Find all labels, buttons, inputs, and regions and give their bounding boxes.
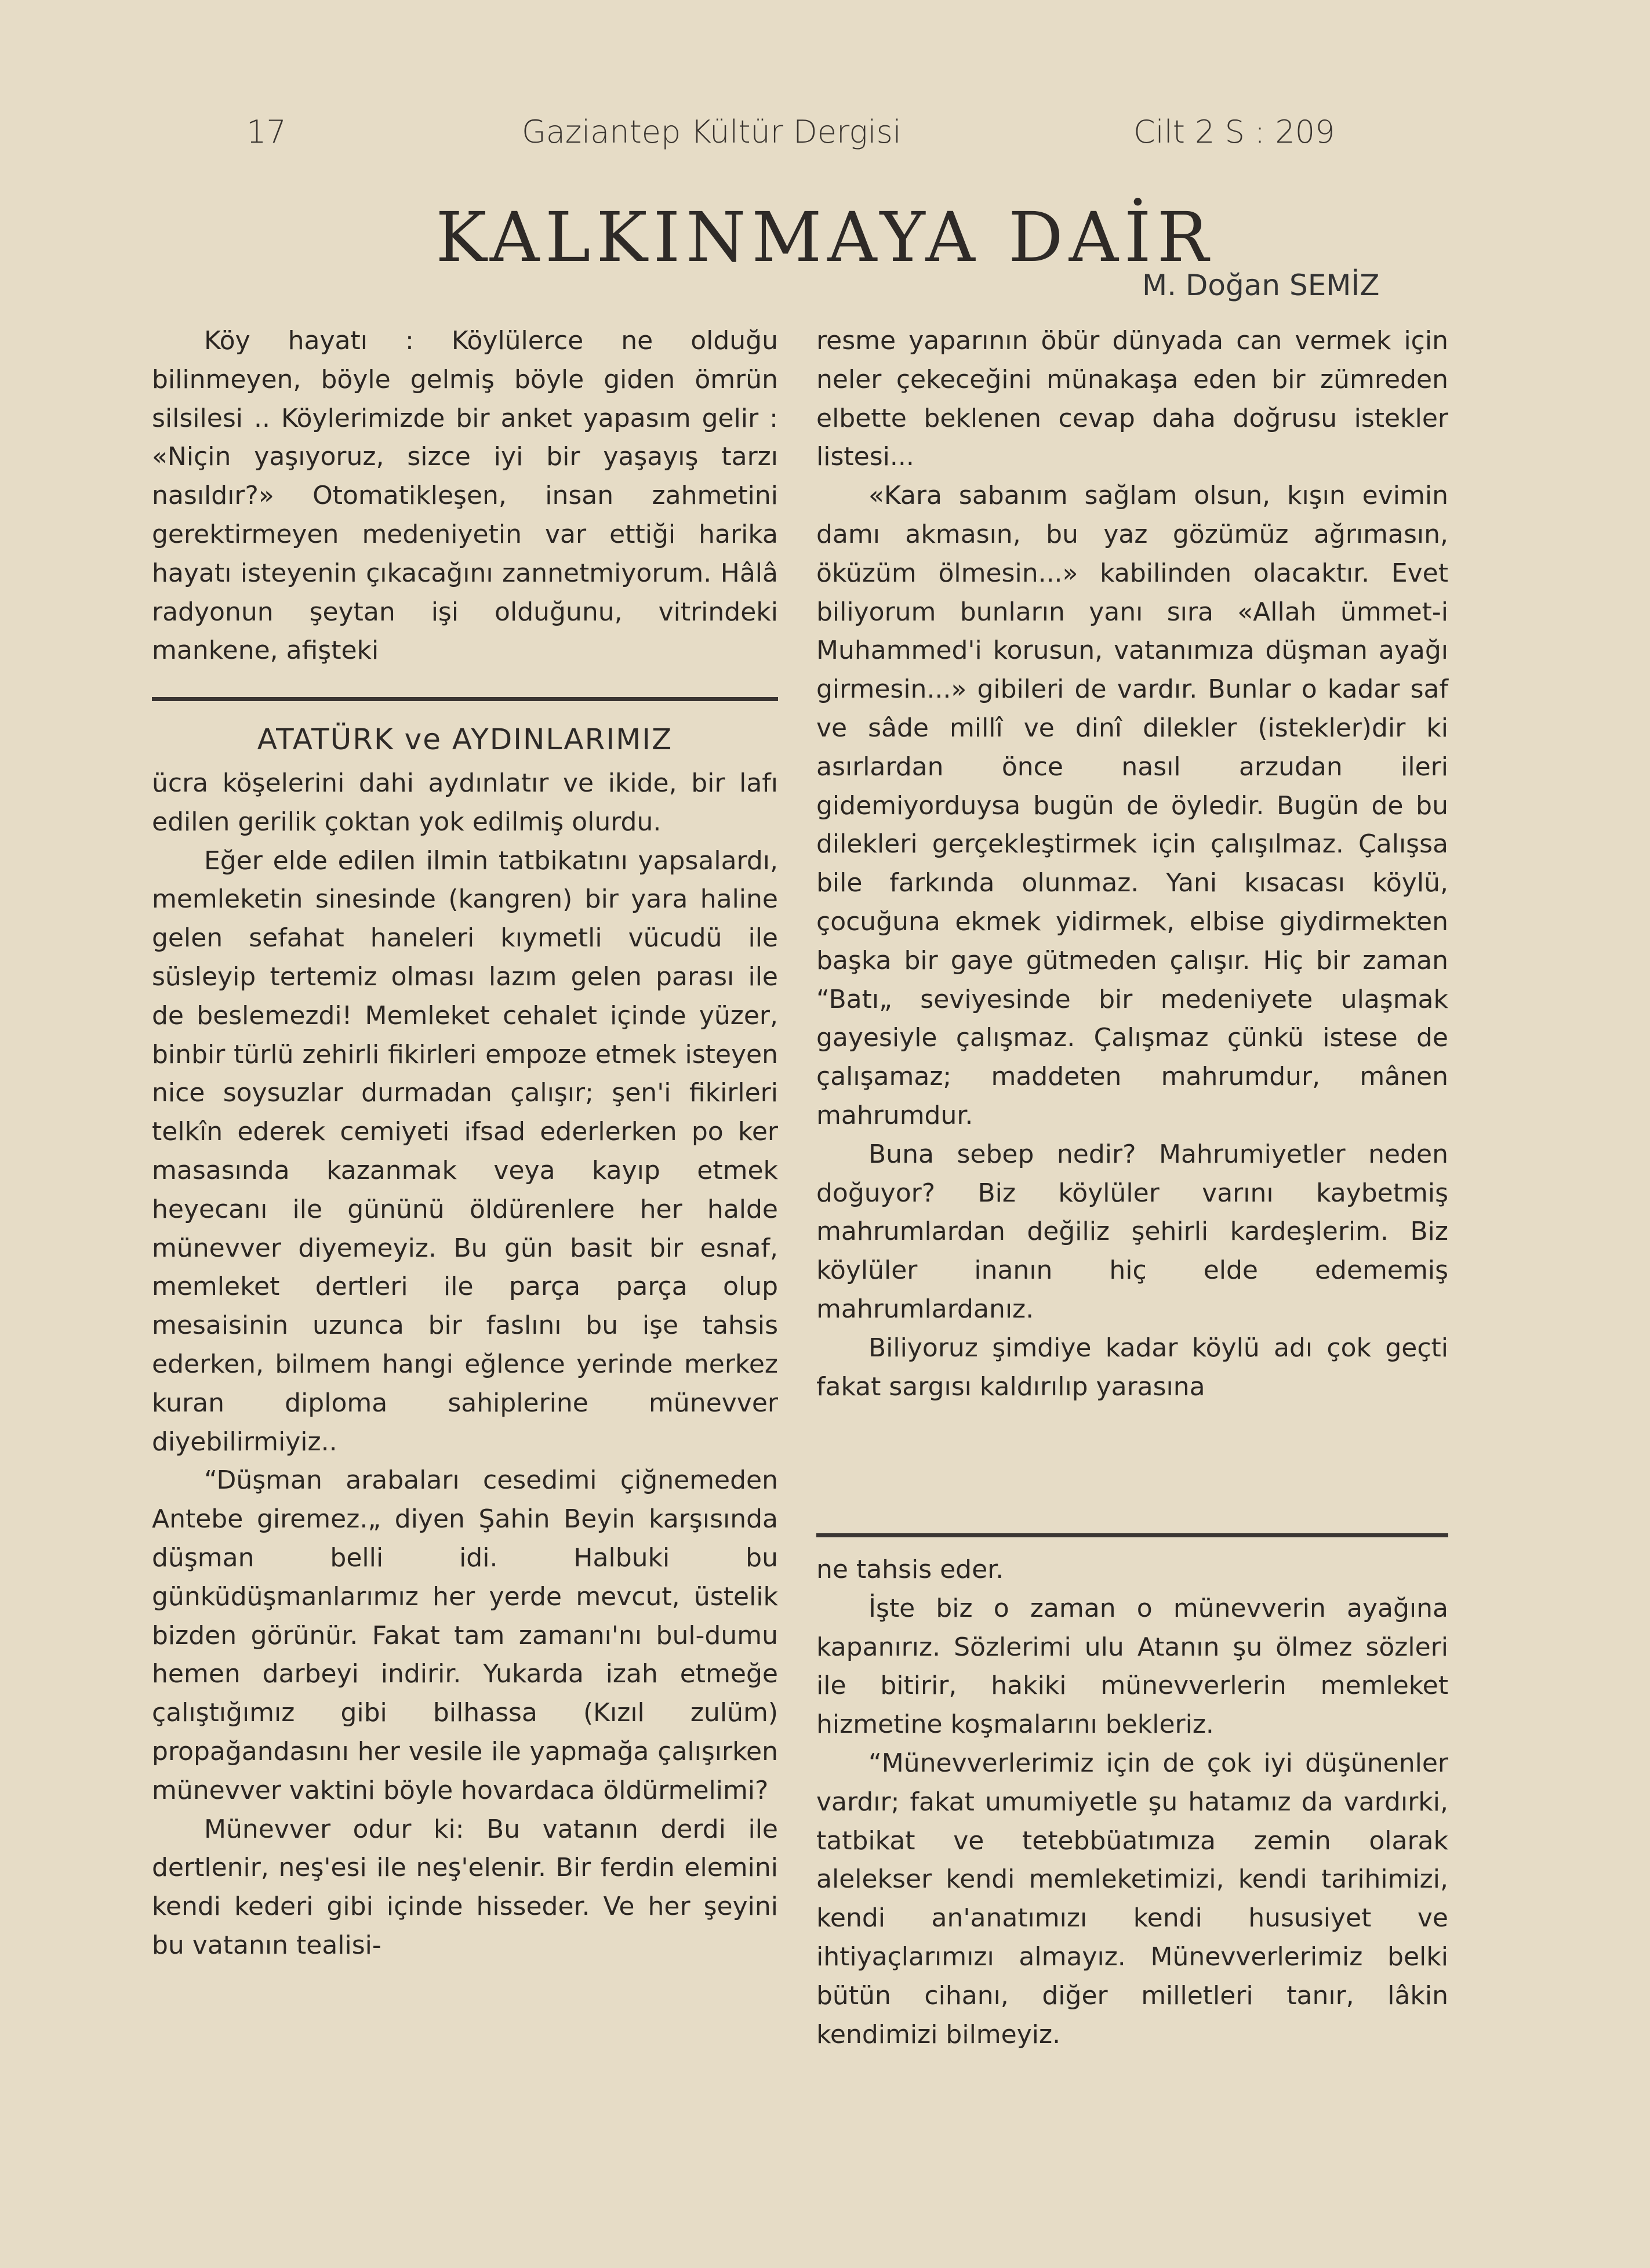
article-author: M. Doğan SEMİZ [1142, 268, 1380, 302]
page-number: 17 [246, 114, 286, 150]
journal-title: Gaziantep Kültür Dergisi [522, 114, 902, 150]
paragraph: «Kara sabanım sağlam olsun, kışın evimin damı akmasın, bu yaz gözümüz ağrımasın, öküzüm ölmesin...» kabilinden olacaktır. Evet biliyorum bunların yanı sıra «Allah ümmet-i Muhammed'i korusun, vatanımıza düşman ayağı girmesin...» gibileri de vardır. Bunlar o kadar saf ve sâde millî ve dinî dilekler (istekler)dir ki asırlardan önce nasıl arzudan ileri gidemiyorduysa bugün de öyledir. Bugün de bu dilekleri gerçekleştirmek için çalışılmaz. Çalışsa bile farkında olunmaz. Yani kısacası köylü, çocuğuna ekmek yidirmek, elbise giydirmekten başka bir gaye gütmeden çalışır. Hiç bir zaman “Batı„ seviyesinde bir medeniyete ulaşmak gayesiyle çalışmaz. Çalışmaz çünkü istese de çalışamaz; maddeten mahrumdur, mânen mahrumdur. [816, 481, 1448, 1130]
column-divider [816, 1533, 1448, 1537]
left-column-top [152, 322, 778, 670]
paragraph: Biliyoruz şimdiye kadar köylü adı çok geçti fakat sargısı kaldırılıp yarasına [816, 1333, 1448, 1402]
paragraph: “Düşman arabaları cesedimi çiğnemeden Antebe giremez.„ diyen Şahin Beyin karşısında düşman belli idi. Halbuki bu günküdüşmanlarımız her yerde mevcut, üstelik bizden görünür. Fakat tam zamanı'nı bul-dumu hemen darbeyi indirir. Yukarda izah etmeğe çalıştığımız gibi bilhassa (Kızıl zulüm) propağandasını her vesile ile yapmağa çalışırken münevver vaktini böyle hovardaca öldürmelimi? [152, 1465, 778, 1805]
paragraph: resme yaparının öbür dünyada can vermek için neler çekeceğini münakaşa eden bir zümreden elbette beklenen cevap daha doğrusu istekler listesi... [816, 326, 1448, 472]
paragraph: Eğer elde edilen ilmin tatbikatını yapsalardı, memleketin sinesinde (kangren) bir yara haline gelen sefahat haneleri kıymetli vücudü ile süsleyip tertemiz olması lazım gelen parası ile de beslemezdi! Memleket cehalet içinde yüzer, binbir türlü zehirli fikirleri empoze etmek isteyen nice soysuzlar durmadan çalışır; şen'i fikirleri telkîn ederek cemiyeti ifsad ederlerken po ker masasında kazanmak veya kayıp etmek heyecanı ile gününü öldürenlere her halde münevver diyemeyiz. Bu gün basit bir esnaf, memleket dertleri ile parça parça olup mesaisinin uzunca bir faslını bu işe tahsis ederken, bilmem hangi eğlence yerinde merkez kuran diploma sahiplerine münevver diyebilirmiyiz.. [152, 845, 778, 1457]
paragraph: Buna sebep nedir? Mahrumiyetler neden doğuyor? Biz köylüler varını kaybetmiş mahrumlardan değiliz şehirli kardeşlerim. Biz köylüler inanın hiç elde edememiş mahrumlardanız. [816, 1139, 1448, 1324]
section-heading: ATATÜRK ve AYDINLARIMIZ [257, 723, 673, 756]
volume-issue: Cilt 2 S : 209 [1133, 114, 1335, 150]
article-title: KALKINMAYA DAİR [435, 197, 1215, 277]
paragraph: Köy hayatı : Köylülerce ne olduğu bilinmeyen, böyle gelmiş böyle giden ömrün silsilesi .. Köylerimizde bir anket yapasım gelir : «Niçin yaşıyoruz, sizce iyi bir yaşayış tarzı nasıldır?» Otomatikleşen, insan zahmetini gerektirmeyen medeniyetin var ettiği harika hayatı isteyenin çıkacağını zannetmiyorum. Hâlâ radyonun şeytan işi olduğunu, vitrindeki mankene, afişteki [152, 326, 778, 666]
paragraph: Münevver odur ki: Bu vatanın derdi ile dertlenir, neş'esi ile neş'elenir. Bir ferdin elemini kendi kederi gibi içinde hisseder. Ve her şeyini bu vatanın tealisi- [152, 1814, 778, 1960]
paragraph: “Münevverlerimiz için de çok iyi düşünenler vardır; fakat umumiyetle şu hatamız da vardırki, tatbikat ve tetebbüatımıza zemin olarak alelekser kendi memleketimizi, kendi tarihimizi, kendi an'anatımızı kendi hususiyet ve ihtiyaçlarımızı almayız. Münevverlerimiz belki bütün cihanı, diğer milletleri tanır, lâkin kendimizi bilmeyiz. [816, 1748, 1448, 2049]
paragraph: İşte biz o zaman o münevverin ayağına kapanırız. Sözlerimi ulu Atanın şu ölmez sözleri ile bitirir, hakiki münevverlerin memleket hizmetine koşmalarını bekleriz. [816, 1593, 1448, 1740]
right-column-top [816, 322, 1448, 1406]
left-column-bottom [152, 764, 778, 1965]
running-header [0, 114, 1650, 160]
section-divider [152, 697, 778, 701]
paragraph: ne tahsis eder. [816, 1555, 1004, 1584]
right-column-bottom [816, 1551, 1448, 2054]
paragraph: ücra köşelerini dahi aydınlatır ve ikide, bir lafı edilen gerilik çoktan yok edilmiş olurdu. [152, 768, 778, 837]
